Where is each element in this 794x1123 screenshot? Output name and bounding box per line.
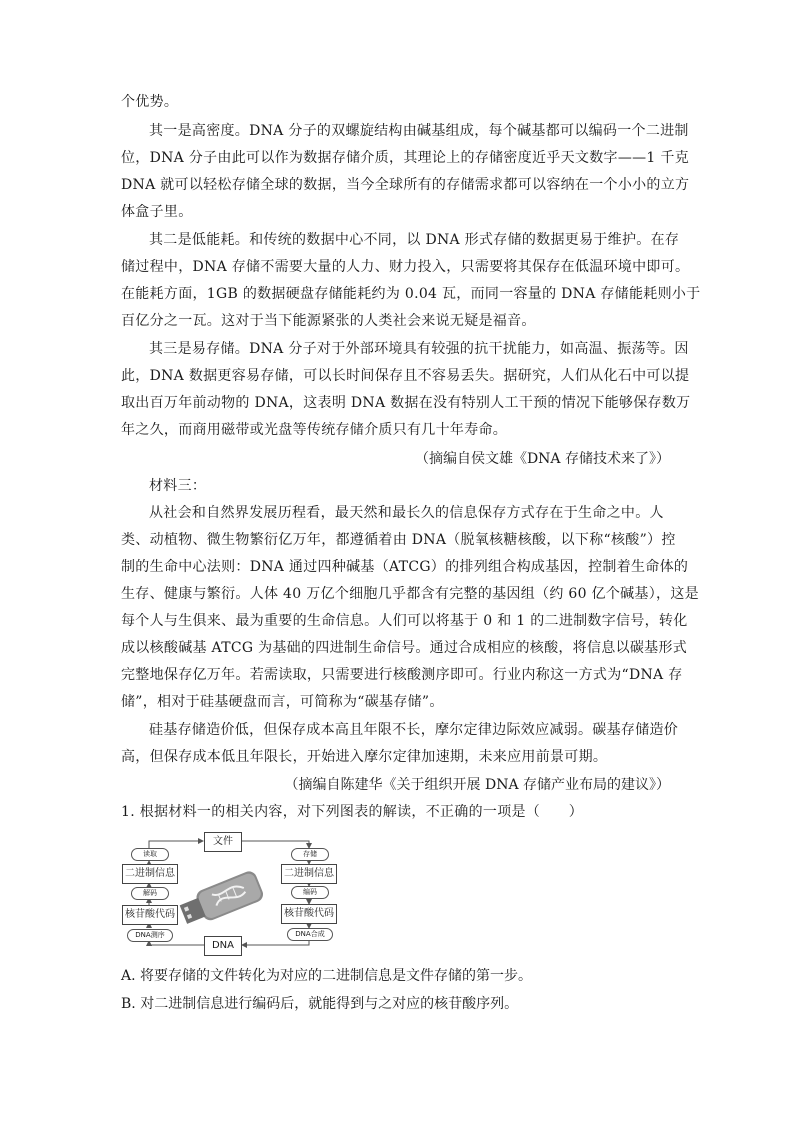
text-line: 百亿分之一瓦。这对于当下能源紧张的人类社会来说无疑是福音。 (121, 313, 536, 329)
decode-label: 解码 (131, 887, 169, 900)
text-line: 制的生命中心法则：DNA 通过四种碱基（ATCG）的排列组合构成基因，控制着生命体的 (121, 559, 689, 575)
left-nucleotide-box: 核苷酸代码 (122, 905, 178, 925)
source-citation: （摘编自侯文雄《DNA 存储技术来了》） (414, 451, 670, 467)
text-line: 此，DNA 数据更容易存储，可以长时间保存且不容易丢失。据研究，人们从化石中可以提 (121, 368, 690, 384)
right-nucleotide-box: 核苷酸代码 (281, 904, 337, 924)
dna-box: DNA (204, 936, 242, 956)
text-line: 其一是高密度。DNA 分子的双螺旋结构由碱基组成，每个碱基都可以编码一个二进制 (149, 123, 689, 139)
text-line: DNA 就可以轻松存储全球的数据，当今全球所有的存储需求都可以容纳在一个小小的立方 (121, 177, 690, 193)
left-binary-box: 二进制信息 (122, 864, 178, 884)
text-line: 储过程中，DNA 存储不需要大量的人力、财力投入，只需要将其保存在低温环境中即可。 (121, 259, 690, 275)
section-heading: 材料三： (149, 478, 207, 494)
encode-label: 编码 (291, 886, 329, 899)
text-line: 硅基存储造价低，但保存成本高且年限不长，摩尔定律边际效应减弱。碳基存储造价 (149, 722, 679, 738)
text-line: 高，但保存成本低且年限长，开始进入摩尔定律加速期，未来应用前景可期。 (121, 749, 608, 765)
source-citation: （摘编自陈建华《关于组织开展 DNA 存储产业布局的建议》） (284, 777, 670, 793)
text-line: 其三是易存储。DNA 分子对于外部环境具有较强的抗干扰能力，如高温、振荡等。因 (149, 341, 689, 357)
text-line: 成以核酸碱基 ATCG 为基础的四进制生命信号。通过合成相应的核酸，将信息以碳基形式 (121, 640, 688, 656)
text-line: 类、动植物、微生物繁衍亿万年，都遵循着由 DNA（脱氧核糖核酸，以下称“核酸”）控 (121, 532, 676, 548)
text-line: 每个人与生俱来、最为重要的生命信息。人们可以将基于 0 和 1 的二进制数字信号，转化 (121, 613, 688, 629)
synthesis-label: DNA合成 (287, 928, 333, 941)
usb-drive-icon (177, 869, 265, 929)
option-a: A. 将要存储的文件转化为对应的二进制信息是文件存储的第一步。 (121, 968, 533, 984)
question-stem: 1. 根据材料一的相关内容，对下列图表的解读，不正确的一项是（ ） (121, 804, 584, 820)
read-label: 读取 (131, 848, 169, 861)
sequencing-label: DNA测序 (127, 929, 173, 942)
text-line: 其二是低能耗。和传统的数据中心不同，以 DNA 形式存储的数据更易于维护。在存 (149, 232, 680, 248)
file-box: 文件 (204, 832, 242, 852)
dna-storage-diagram (119, 832, 339, 956)
text-line: 个优势。 (121, 94, 179, 110)
text-line: 生存、健康与繁衍。人体 40 万亿个细胞几乎都含有完整的基因组（约 60 亿个碱基），这是 (121, 586, 699, 602)
text-line: 从社会和自然界发展历程看，最天然和最长久的信息保存方式存在于生命之中。人 (149, 505, 664, 521)
text-line: 储”，相对于硅基硬盘而言，可简称为“碳基存储”。 (121, 694, 444, 710)
right-binary-box: 二进制信息 (281, 864, 337, 884)
text-line: 在能耗方面，1GB 的数据硬盘存储能耗约为 0.04 瓦，而同一容量的 DNA 存储能耗则小于 (121, 286, 701, 302)
text-line: 体盒子里。 (121, 204, 193, 220)
store-label: 存储 (291, 848, 329, 861)
text-line: 完整地保存亿万年。若需读取，只需要进行核酸测序即可。行业内称这一方式为“DNA 存 (121, 667, 683, 683)
text-line: 取出百万年前动物的 DNA，这表明 DNA 数据在没有特别人工干预的情况下能够保存数万 (121, 395, 691, 411)
text-line: 年之久，而商用磁带或光盘等传统存储介质只有几十年寿命。 (121, 422, 508, 438)
text-line: 位，DNA 分子由此可以作为数据存储介质，其理论上的存储密度近乎天文数字——1 千克 (121, 150, 689, 166)
option-b: B. 对二进制信息进行编码后，就能得到与之对应的核苷酸序列。 (121, 996, 519, 1012)
